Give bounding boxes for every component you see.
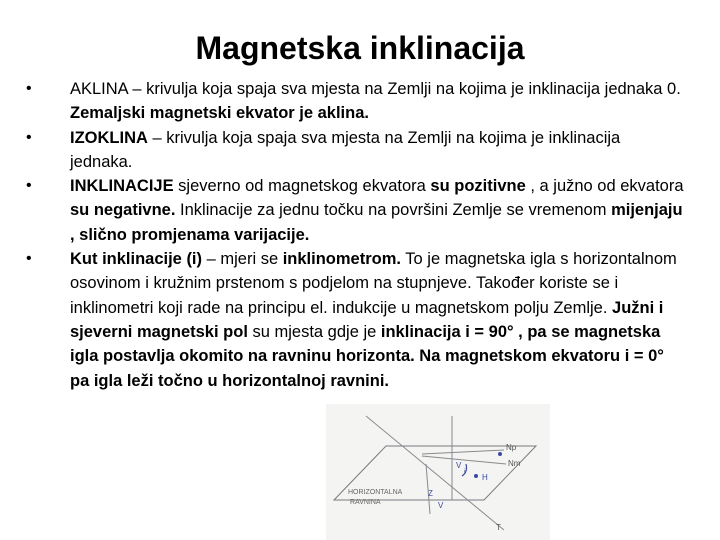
bold-text: inklinacija i = 90° , pa se magnetska igla postavlja okomito na ravninu horizonta. Na magnetskom ekvatoru i = 0° pa igla leži točno u horizontalnoj ravnini. xyxy=(70,322,664,390)
body-text: sjeverno od magnetskog ekvatora xyxy=(173,177,431,196)
bullet-item xyxy=(26,126,686,175)
np-line xyxy=(422,450,504,454)
body-text: su mjesta gdje je xyxy=(247,322,381,341)
label-t: T xyxy=(496,523,501,532)
plane-label-1: HORIZONTALNA xyxy=(348,489,403,496)
body-text: To je magnetska igla s horizontalnom osovinom i kružnim prstenom s podjelom na stupnjeve. Također koriste se i inklinometri koji rade na principu el. indukcije u magnetskom polju Zemlje. xyxy=(70,250,677,317)
label-z: Z xyxy=(428,489,433,498)
label-i: i xyxy=(464,469,466,476)
bold-text: INKLINACIJE xyxy=(70,177,174,196)
bold-text: inklinometrom. xyxy=(282,250,401,269)
blue-mark xyxy=(498,452,502,456)
body-text: – mjeri se xyxy=(202,250,283,269)
label-v: V xyxy=(456,461,462,470)
bullet-list xyxy=(26,77,686,393)
inclination-diagram xyxy=(326,404,550,540)
label-nm: Nm xyxy=(508,459,521,468)
bold-text: Zemaljski magnetski ekvator je aklina. xyxy=(70,104,369,123)
label-h: H xyxy=(482,473,488,482)
label-vv: V xyxy=(438,501,444,510)
blue-mark-2 xyxy=(474,474,478,478)
horizontal-axis xyxy=(422,456,506,464)
slide-title: Magnetska inklinacija xyxy=(195,30,525,66)
bold-text: mijenjaju , slično promjenama varijacije. xyxy=(70,201,683,244)
bold-text: Kut inklinacije (i) xyxy=(70,250,203,269)
body-text: , a južno od ekvatora xyxy=(525,177,684,196)
bold-text: su negativne. xyxy=(70,201,176,220)
bullet-marker: • xyxy=(26,177,32,195)
bold-text: Južni i sjeverni magnetski pol xyxy=(70,298,664,341)
bullet-marker: • xyxy=(26,250,32,268)
label-np: Np xyxy=(506,443,517,452)
body-text: AKLINA – krivulja koja spaja sva mjesta na Zemlji na kojima je inklinacija jednaka 0. xyxy=(70,80,681,98)
bullet-marker: • xyxy=(26,80,32,97)
body-text: – krivulja koja spaja sva mjesta na Zemlji na kojima je inklinacija jednaka. xyxy=(70,128,621,171)
body-text: Inklinacije za jednu točku na površini Zemlje se vremenom xyxy=(175,201,612,220)
bullet-item xyxy=(26,174,686,247)
bullet-marker: • xyxy=(26,128,32,146)
bold-text: IZOKLINA xyxy=(70,128,148,147)
plane-label-2: RAVNINA xyxy=(350,499,381,506)
bold-text: su pozitivne xyxy=(430,177,526,196)
diagram-sketch xyxy=(326,404,550,540)
bullet-item xyxy=(26,247,686,393)
bullet-item xyxy=(26,77,686,126)
